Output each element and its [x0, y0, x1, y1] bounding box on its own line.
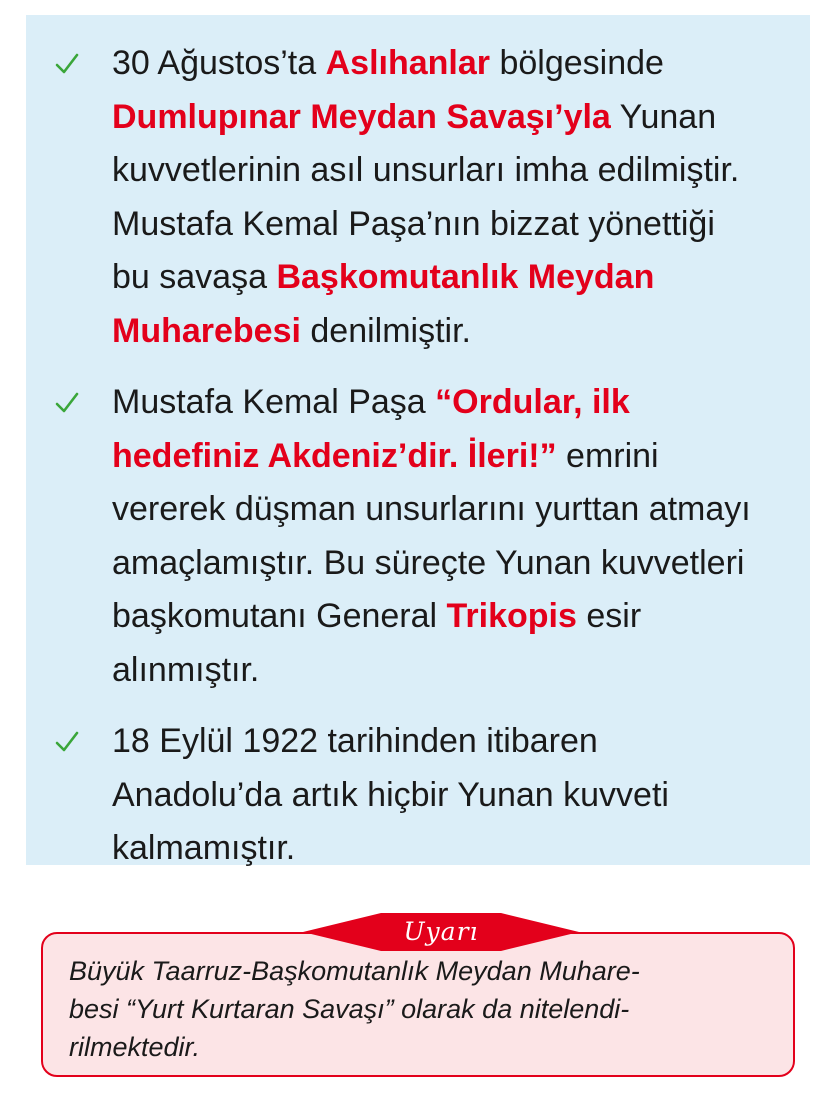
- highlight-text: “Ordular, ilk: [435, 383, 630, 421]
- body-text: kalmamıştır.: [112, 829, 296, 867]
- body-text: emrini: [556, 436, 659, 475]
- check-icon: [54, 390, 80, 416]
- highlight-text: Aslıhanlar: [325, 44, 490, 82]
- check-icon: [54, 729, 80, 755]
- body-text: Mustafa Kemal Paşa: [112, 383, 436, 421]
- bullet-item-1: [44, 37, 790, 358]
- body-text: Mustafa Kemal Paşa’nın bizzat yönettiği: [112, 204, 715, 243]
- highlight-text: hedefiniz Akdeniz’dir. İleri!”: [112, 436, 557, 475]
- bullet-text: [112, 715, 790, 876]
- body-text: bu savaşa: [112, 258, 277, 296]
- body-text: alınmıştır.: [112, 650, 260, 689]
- body-text: başkomutanı General: [112, 597, 447, 635]
- body-text: 30 Ağustos’ta: [112, 44, 326, 82]
- body-text: kuvvetlerinin asıl unsurları imha edilmiştir.: [112, 151, 740, 189]
- body-text: denilmiştir.: [300, 311, 472, 350]
- bullet-text: [112, 376, 790, 697]
- highlight-text: Trikopis: [446, 597, 577, 635]
- warning-line: Büyük Taarruz-Başkomutanlık Meydan Muhare-: [69, 956, 640, 986]
- bullet-text: [112, 37, 790, 358]
- bullet-item-3: [44, 715, 790, 876]
- warning-box: [41, 912, 795, 1077]
- warning-tag: [303, 912, 579, 952]
- body-text: Yunan: [610, 97, 717, 136]
- bullet-item-2: [44, 376, 790, 697]
- warning-label: Uyarı: [403, 917, 479, 946]
- warning-content: [41, 932, 795, 1077]
- check-icon: [54, 51, 80, 77]
- warning-line: besi “Yurt Kurtaran Savaşı” olarak da nitelendi-: [69, 994, 630, 1024]
- body-text: 18 Eylül 1922 tarihinden itibaren: [112, 722, 598, 760]
- body-text: bölgesinde: [490, 44, 664, 82]
- highlight-text: Dumlupınar Meydan Savaşı’yla: [112, 97, 611, 136]
- body-text: vererek düşman unsurlarını yurttan atmayı: [112, 490, 751, 528]
- highlight-text: Muharebesi: [112, 311, 301, 350]
- body-text: esir: [576, 597, 642, 635]
- warning-line: rilmektedir.: [69, 1032, 201, 1062]
- body-text: Anadolu’da artık hiçbir Yunan kuvveti: [112, 775, 669, 814]
- body-text: amaçlamıştır. Bu süreçte Yunan kuvvetleri: [112, 543, 745, 582]
- highlight-text: Başkomutanlık Meydan: [276, 258, 655, 296]
- info-box: [26, 15, 810, 865]
